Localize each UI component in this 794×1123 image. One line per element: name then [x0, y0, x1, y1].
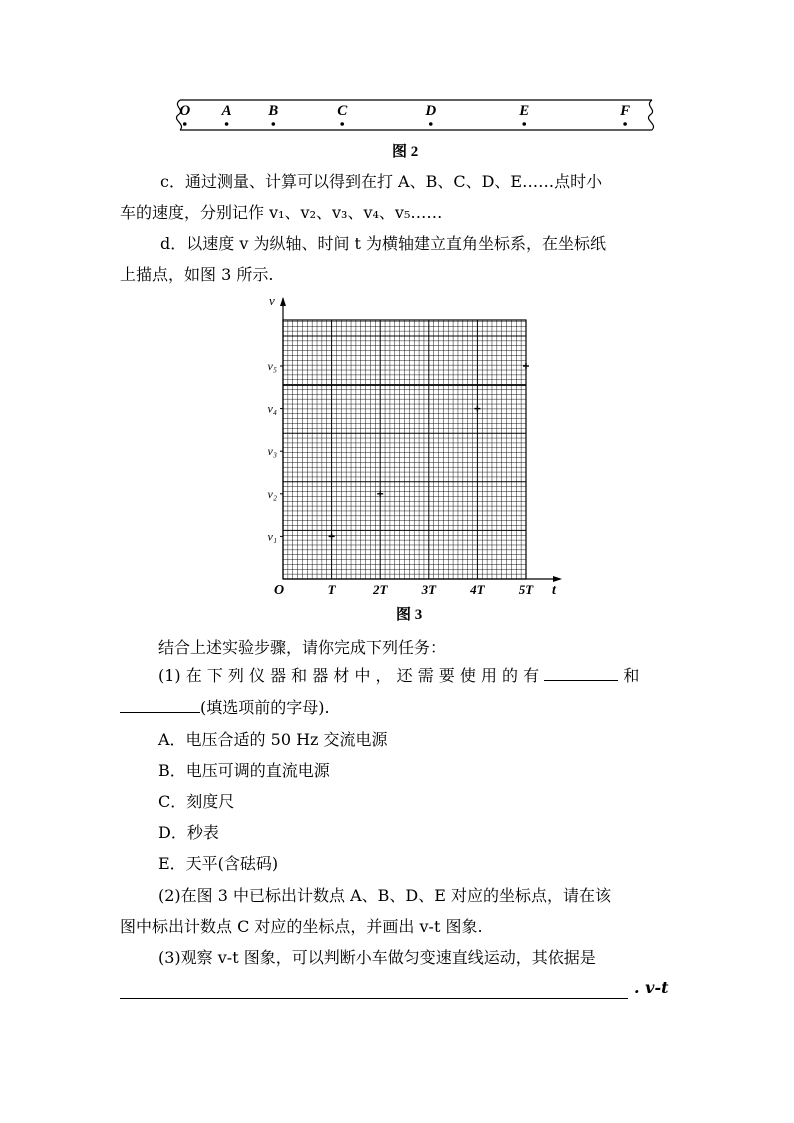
tape-points: [179, 103, 630, 126]
tape-point-dot: [623, 122, 627, 126]
figure2-caption: 图 2: [392, 144, 419, 160]
question-2-line2: 图中标出计数点 C 对应的坐标点，并画出 v-t 图象.: [120, 917, 483, 936]
question-1-hint: (填选项前的字母).: [200, 698, 330, 717]
question-1-line2: [120, 694, 676, 722]
question-1-line1: [158, 662, 678, 690]
y-axis-label: v: [269, 293, 275, 308]
grid: [283, 320, 526, 579]
tape-point-dot: [225, 122, 229, 126]
tape-point-dot: [429, 122, 433, 126]
x-tick-label: T: [327, 582, 336, 597]
answer-blank-3[interactable]: [120, 998, 628, 999]
x-axis-arrow: [553, 576, 562, 582]
tape-point-dot: [272, 122, 276, 126]
data-point-D: [474, 406, 480, 412]
answer-blank-2[interactable]: [120, 694, 200, 713]
y-tick-label: v₃: [267, 444, 277, 459]
x-tick-label: 5T: [518, 582, 534, 597]
step-d-line2: 上描点，如图 3 所示.: [120, 265, 274, 284]
step-c-line2: 车的速度，分别记作 v₁、v₂、v₃、v₄、v₅……: [120, 203, 443, 222]
tape-point-dot: [522, 122, 526, 126]
tasks-intro: 结合上述实验步骤，请你完成下列任务：: [158, 638, 447, 657]
question-2-line1: (2)在图 3 中已标出计数点 A、B、D、E 对应的坐标点，请在该: [158, 886, 612, 905]
origin-label: O: [273, 583, 285, 598]
x-tick-label: 2T: [372, 582, 388, 597]
tape-point-label: A: [221, 103, 232, 119]
option-a: A．电压合适的 50 Hz 交流电源: [158, 730, 388, 749]
tape-point-label: F: [620, 103, 631, 119]
x-tick-label: 4T: [470, 582, 485, 597]
option-b: B．电压可调的直流电源: [158, 761, 330, 780]
answer-blank-1[interactable]: [544, 662, 618, 681]
option-c: C．刻度尺: [158, 792, 235, 811]
tape-point-label: C: [337, 103, 348, 119]
y-tick-label: v₅: [267, 359, 277, 373]
step-c-line1: c．通过测量、计算可以得到在打 A、B、C、D、E……点时小: [160, 172, 603, 191]
y-tick-label: v₄: [267, 401, 277, 416]
y-axis-arrow: [280, 297, 286, 306]
tape-right-tear: [648, 100, 653, 130]
data-point-A: [329, 533, 335, 539]
option-d: D．秒表: [158, 823, 219, 842]
tape-point-label: E: [519, 103, 530, 119]
option-e: E．天平(含砝码): [158, 854, 279, 873]
tape-point-label: D: [425, 103, 437, 119]
question-3-tail: . v-t: [634, 978, 669, 997]
tape-point-dot: [183, 122, 187, 126]
x-axis-label: t: [552, 583, 556, 598]
data-point-E: [523, 363, 529, 369]
question-3-line1: (3)观察 v-t 图象，可以判断小车做匀变速直线运动，其依据是: [158, 948, 596, 967]
tape-point-dot: [340, 122, 344, 126]
y-tick-label: v₁: [267, 529, 277, 544]
paper-tape-figure: [170, 96, 662, 136]
step-d-line1: d．以速度 v 为纵轴、时间 t 为横轴建立直角坐标系，在坐标纸: [160, 234, 607, 253]
vt-chart: [255, 292, 575, 604]
x-tick-label: 3T: [421, 582, 437, 597]
tape-point-label: O: [179, 103, 191, 119]
y-tick-label: v₂: [267, 486, 277, 501]
tape-point-label: B: [268, 103, 279, 119]
question-1-text: (1) 在 下 列 仪 器 和 器 材 中 ， 还 需 要 使 用 的 有: [158, 666, 540, 685]
figure3-caption: 图 3: [396, 607, 423, 623]
question-1-and: 和: [623, 666, 640, 685]
